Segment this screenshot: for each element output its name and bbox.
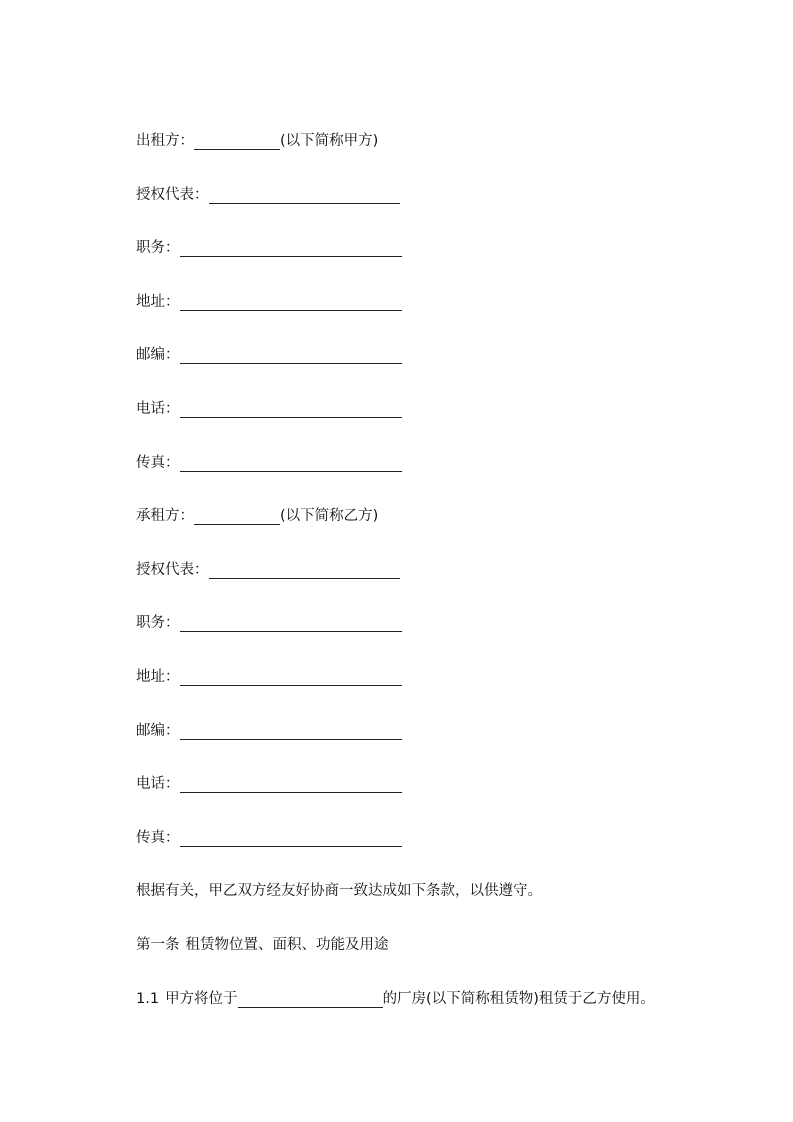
clause-1-1-number: 1.1 [136,990,160,1007]
lessor-party-suffix: (以下简称甲方) [280,133,379,149]
lessee-fax-line [136,825,736,879]
lessor-postcode-blank[interactable] [180,344,402,364]
lessor-postcode-line [136,342,736,396]
lessee-postcode-line [136,718,736,772]
lessor-representative-blank[interactable] [209,184,400,204]
article1-number: 第一条 [136,936,180,953]
clause-1-1-location-blank[interactable] [238,988,383,1008]
document-page [136,128,736,1039]
lessee-address-line [136,664,736,718]
lessor-address-line [136,289,736,343]
clause-1-1-prefix: 甲方将位于 [165,990,238,1007]
field-label: 职务： [136,240,180,257]
lessee-name-blank[interactable] [194,505,280,525]
lessor-party-label: 出租方： [136,133,194,149]
intro-text: 根据有关，甲乙双方经友好协商一致达成如下条款，以供遵守。 [136,883,542,900]
lessor-fax-line [136,450,736,504]
field-label: 职务： [136,615,180,632]
lessor-representative-line [136,182,736,236]
lessor-address-blank[interactable] [180,291,402,311]
lessee-party-label: 承租方： [136,508,194,525]
field-label: 传真： [136,454,180,471]
lessor-phone-blank[interactable] [180,398,402,418]
lessor-name-blank[interactable] [194,130,280,150]
field-label: 电话： [136,776,180,793]
lessee-position-line [136,610,736,664]
field-label: 邮编： [136,722,180,739]
lessee-postcode-blank[interactable] [180,720,402,740]
lessee-representative-blank[interactable] [209,559,400,579]
lessee-party-suffix: (以下简称乙方) [280,508,379,525]
lessor-party-line [136,128,736,182]
lessee-party-line [136,503,736,557]
lessee-representative-line [136,557,736,611]
field-label: 传真： [136,829,180,846]
lessor-fax-blank[interactable] [180,452,402,472]
lessor-phone-line [136,396,736,450]
lessor-position-line [136,235,736,289]
intro-paragraph [136,878,736,932]
lessee-position-blank[interactable] [180,612,402,632]
lessee-phone-blank[interactable] [180,773,402,793]
field-label: 授权代表： [136,561,209,578]
field-label: 电话： [136,400,180,417]
field-label: 地址： [136,293,180,310]
clause-1-1 [136,986,736,1040]
field-label: 授权代表： [136,186,209,203]
clause-1-1-suffix: 的厂房(以下简称租赁物)租赁于乙方使用。 [382,990,655,1007]
field-label: 地址： [136,668,180,685]
lessee-phone-line [136,771,736,825]
article1-title: 租赁物位置、面积、功能及用途 [185,936,389,953]
lessee-fax-blank[interactable] [180,827,402,847]
article1-heading [136,932,736,986]
lessor-position-blank[interactable] [180,237,402,257]
field-label: 邮编： [136,347,180,364]
lessee-address-blank[interactable] [180,666,402,686]
